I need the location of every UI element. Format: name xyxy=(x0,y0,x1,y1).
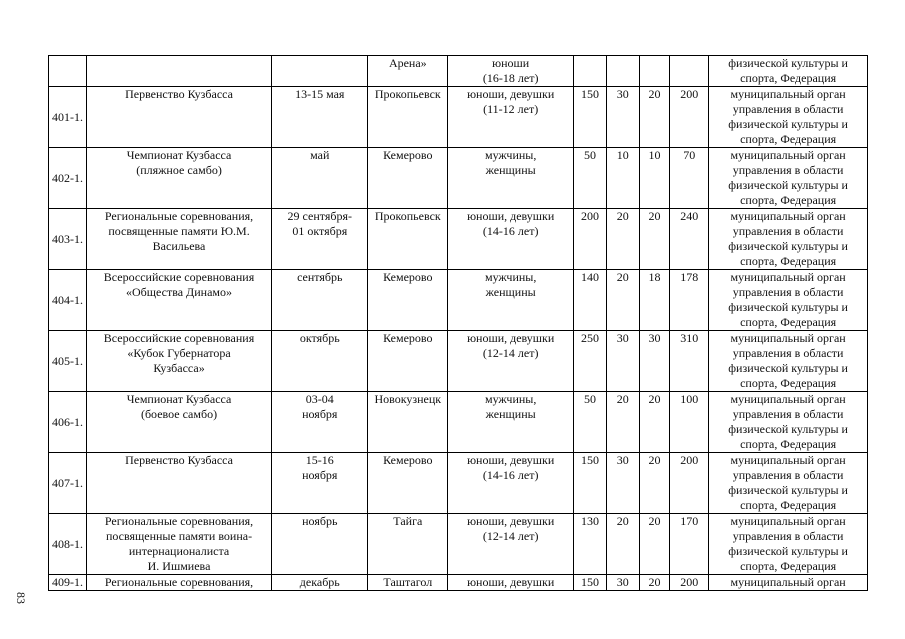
event-name: Всероссийские соревнования «Общества Динамо» xyxy=(86,270,271,331)
event-organizer: муниципальный орган xyxy=(709,575,868,591)
count-total: 240 xyxy=(670,209,709,270)
event-participants: юноши, девушки (14-16 лет) xyxy=(448,453,574,514)
table-body xyxy=(49,56,868,591)
table-row xyxy=(49,209,868,270)
event-participants: юноши, девушки (12-14 лет) xyxy=(448,331,574,392)
count-col-2: 30 xyxy=(606,575,639,591)
event-participants: мужчины, женщины xyxy=(448,270,574,331)
row-number: 407-1. xyxy=(49,453,87,514)
event-organizer: муниципальный орган управления в области физической культуры и спорта, Федерация xyxy=(709,331,868,392)
event-place: Кемерово xyxy=(368,148,448,209)
event-name: Первенство Кузбасса xyxy=(86,453,271,514)
row-number: 408-1. xyxy=(49,514,87,575)
count-col-2: 30 xyxy=(606,87,639,148)
row-number: 402-1. xyxy=(49,148,87,209)
count-col-1: 50 xyxy=(574,392,607,453)
count-total xyxy=(670,56,709,87)
count-col-1: 150 xyxy=(574,575,607,591)
table-row xyxy=(49,148,868,209)
event-place: Кемерово xyxy=(368,270,448,331)
count-col-3: 20 xyxy=(639,575,670,591)
event-name: Всероссийские соревнования «Кубок Губернатора Кузбасса» xyxy=(86,331,271,392)
count-col-2 xyxy=(606,56,639,87)
row-number: 406-1. xyxy=(49,392,87,453)
event-name: Чемпионат Кузбасса (пляжное самбо) xyxy=(86,148,271,209)
event-place: Прокопьевск xyxy=(368,209,448,270)
count-total: 70 xyxy=(670,148,709,209)
row-number xyxy=(49,56,87,87)
count-col-3: 10 xyxy=(639,148,670,209)
event-date: май xyxy=(272,148,368,209)
count-col-3: 20 xyxy=(639,392,670,453)
page-number: 83 xyxy=(14,592,28,604)
event-participants: юноши (16-18 лет) xyxy=(448,56,574,87)
count-col-3: 20 xyxy=(639,453,670,514)
count-col-3: 18 xyxy=(639,270,670,331)
count-total: 310 xyxy=(670,331,709,392)
event-place: Прокопьевск xyxy=(368,87,448,148)
count-total: 200 xyxy=(670,87,709,148)
count-col-3: 30 xyxy=(639,331,670,392)
count-total: 178 xyxy=(670,270,709,331)
event-date: 03-04 ноября xyxy=(272,392,368,453)
event-place: Кемерово xyxy=(368,453,448,514)
count-col-2: 20 xyxy=(606,392,639,453)
event-date: декабрь xyxy=(272,575,368,591)
table-row xyxy=(49,56,868,87)
row-number: 409-1. xyxy=(49,575,87,591)
event-participants: юноши, девушки (11-12 лет) xyxy=(448,87,574,148)
event-organizer: муниципальный орган управления в области физической культуры и спорта, Федерация xyxy=(709,392,868,453)
count-col-2: 20 xyxy=(606,270,639,331)
event-organizer: муниципальный орган управления в области физической культуры и спорта, Федерация xyxy=(709,87,868,148)
event-participants: юноши, девушки (12-14 лет) xyxy=(448,514,574,575)
event-participants: мужчины, женщины xyxy=(448,392,574,453)
count-col-2: 30 xyxy=(606,453,639,514)
table-row xyxy=(49,270,868,331)
row-number: 403-1. xyxy=(49,209,87,270)
count-col-1: 150 xyxy=(574,87,607,148)
event-name xyxy=(86,56,271,87)
event-participants: мужчины, женщины xyxy=(448,148,574,209)
event-date: ноябрь xyxy=(272,514,368,575)
event-name: Региональные соревнования, посвященные памяти воина- интернационалиста И. Ишмиева xyxy=(86,514,271,575)
event-name: Региональные соревнования, посвященные памяти Ю.М. Васильева xyxy=(86,209,271,270)
count-col-1: 50 xyxy=(574,148,607,209)
event-organizer: муниципальный орган управления в области физической культуры и спорта, Федерация xyxy=(709,453,868,514)
event-participants: юноши, девушки (14-16 лет) xyxy=(448,209,574,270)
count-col-2: 20 xyxy=(606,514,639,575)
count-col-3: 20 xyxy=(639,87,670,148)
table-row xyxy=(49,514,868,575)
row-number: 405-1. xyxy=(49,331,87,392)
count-col-3: 20 xyxy=(639,514,670,575)
event-date: октябрь xyxy=(272,331,368,392)
event-organizer: муниципальный орган управления в области физической культуры и спорта, Федерация xyxy=(709,270,868,331)
count-col-1: 140 xyxy=(574,270,607,331)
event-name: Чемпионат Кузбасса (боевое самбо) xyxy=(86,392,271,453)
table-row xyxy=(49,87,868,148)
events-table xyxy=(48,55,868,591)
count-col-3 xyxy=(639,56,670,87)
event-organizer: муниципальный орган управления в области физической культуры и спорта, Федерация xyxy=(709,209,868,270)
count-col-3: 20 xyxy=(639,209,670,270)
event-date: сентябрь xyxy=(272,270,368,331)
row-number: 404-1. xyxy=(49,270,87,331)
count-total: 200 xyxy=(670,575,709,591)
count-col-1 xyxy=(574,56,607,87)
table-row xyxy=(49,392,868,453)
event-place: Кемерово xyxy=(368,331,448,392)
row-number: 401-1. xyxy=(49,87,87,148)
table-row xyxy=(49,331,868,392)
count-col-1: 130 xyxy=(574,514,607,575)
event-participants: юноши, девушки xyxy=(448,575,574,591)
count-col-2: 20 xyxy=(606,209,639,270)
table-row xyxy=(49,575,868,591)
count-col-1: 250 xyxy=(574,331,607,392)
event-name: Первенство Кузбасса xyxy=(86,87,271,148)
event-name: Региональные соревнования, xyxy=(86,575,271,591)
table-row xyxy=(49,453,868,514)
count-col-2: 10 xyxy=(606,148,639,209)
event-place: Новокузнецк xyxy=(368,392,448,453)
count-total: 170 xyxy=(670,514,709,575)
event-organizer: муниципальный орган управления в области физической культуры и спорта, Федерация xyxy=(709,514,868,575)
event-organizer: физической культуры и спорта, Федерация xyxy=(709,56,868,87)
count-col-2: 30 xyxy=(606,331,639,392)
event-date: 29 сентября- 01 октября xyxy=(272,209,368,270)
event-date xyxy=(272,56,368,87)
event-organizer: муниципальный орган управления в области физической культуры и спорта, Федерация xyxy=(709,148,868,209)
count-col-1: 150 xyxy=(574,453,607,514)
count-total: 200 xyxy=(670,453,709,514)
event-date: 15-16 ноября xyxy=(272,453,368,514)
count-total: 100 xyxy=(670,392,709,453)
event-place: Арена» xyxy=(368,56,448,87)
event-date: 13-15 мая xyxy=(272,87,368,148)
count-col-1: 200 xyxy=(574,209,607,270)
event-place: Таштагол xyxy=(368,575,448,591)
event-place: Тайга xyxy=(368,514,448,575)
